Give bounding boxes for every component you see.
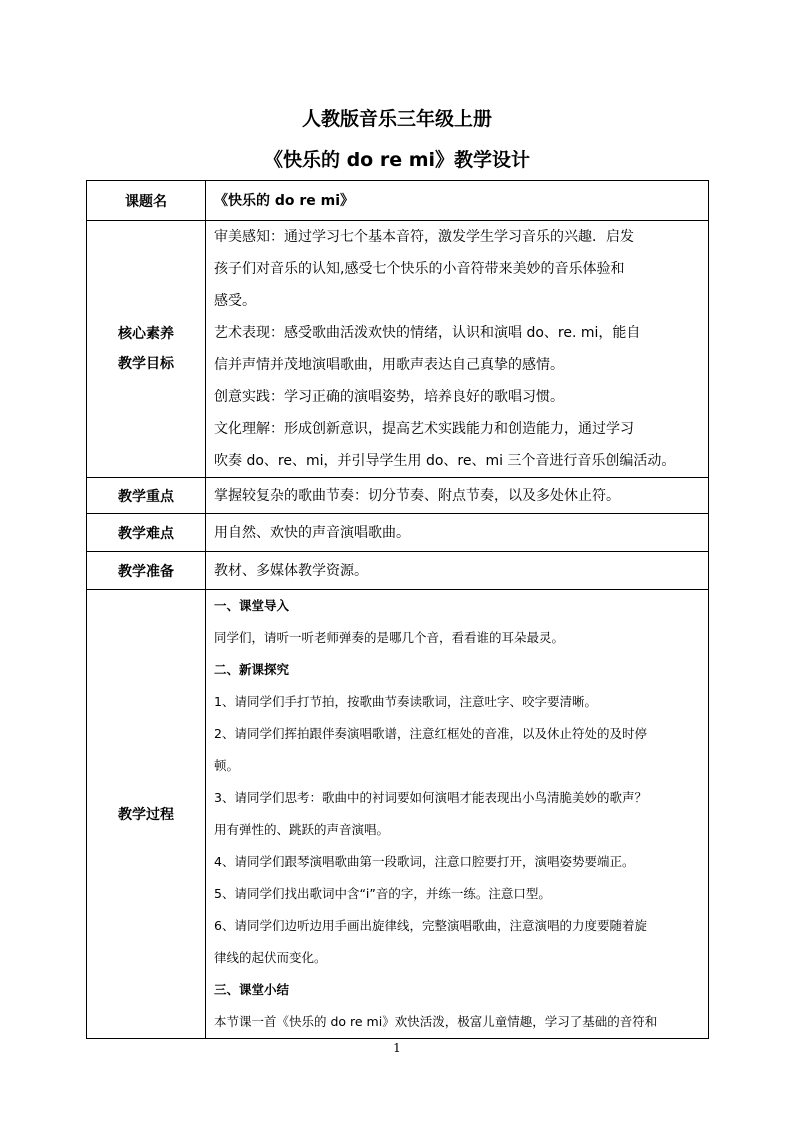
preparation-label: 教学准备 bbox=[87, 552, 206, 590]
process-section-heading: 一、课堂导入 bbox=[214, 598, 290, 613]
table-row-goals bbox=[87, 221, 709, 478]
process-line: 4、请同学们跟琴演唱歌曲第一段歌词，注意口腔要打开，演唱姿势要端正。 bbox=[214, 854, 635, 869]
goals-line: 创意实践：学习正确的演唱姿势，培养良好的歌唱习惯。 bbox=[214, 389, 564, 405]
page-number: 1 bbox=[393, 1041, 401, 1055]
process-line: 同学们，请听一听老师弹奏的是哪几个音，看看谁的耳朵最灵。 bbox=[214, 630, 565, 645]
process-line: 顿。 bbox=[214, 758, 240, 773]
process-section-heading: 三、课堂小结 bbox=[214, 982, 290, 997]
process-line: 律线的起伏而变化。 bbox=[214, 950, 327, 965]
goals-line: 孩子们对音乐的认知,感受七个快乐的小音符带来美妙的音乐体验和 bbox=[214, 261, 625, 277]
goals-label bbox=[87, 221, 206, 478]
preparation-value: 教材、多媒体教学资源。 bbox=[206, 552, 709, 590]
process-line: 1、请同学们手打节拍，按歌曲节奏读歌词，注意吐字、咬字要清晰。 bbox=[214, 694, 597, 709]
goals-line: 感受。 bbox=[214, 293, 256, 309]
table-row-process bbox=[87, 590, 709, 1039]
table-row-difficulties bbox=[87, 514, 709, 552]
document-title: 人教版音乐三年级上册 bbox=[301, 108, 492, 130]
process-line: 5、请同学们找出歌词中含“i”音的字，并练一练。注意口型。 bbox=[214, 886, 551, 901]
difficulties-label: 教学难点 bbox=[87, 514, 206, 552]
goals-label-line1: 核心素养 bbox=[118, 326, 174, 342]
process-line: 本节课一首《快乐的 do re mi》欢快活泼，极富儿童情趣，学习了基础的音符和 bbox=[214, 1014, 658, 1029]
process-section-heading: 二、新课探究 bbox=[214, 662, 290, 677]
table-row-preparation bbox=[87, 552, 709, 590]
topic-value: 《快乐的 do re mi》 bbox=[206, 181, 709, 221]
process-lines bbox=[214, 590, 702, 1038]
goals-line: 审美感知：通过学习七个基本音符，激发学生学习音乐的兴趣．启发 bbox=[214, 229, 634, 245]
table-row-key-points bbox=[87, 478, 709, 514]
lesson-plan-table bbox=[86, 180, 709, 1039]
process-line: 2、请同学们挥拍跟伴奏演唱歌谱，注意红框处的音准，以及休止符处的及时停 bbox=[214, 726, 647, 741]
goals-content bbox=[206, 221, 709, 478]
process-label: 教学过程 bbox=[87, 590, 206, 1039]
key-points-value: 掌握较复杂的歌曲节奏：切分节奏、附点节奏，以及多处休止符。 bbox=[206, 478, 709, 514]
goals-line: 艺术表现：感受歌曲活泼欢快的情绪，认识和演唱 do、re. mi，能自 bbox=[214, 325, 641, 341]
process-line: 用有弹性的、跳跃的声音演唱。 bbox=[214, 822, 390, 837]
key-points-label: 教学重点 bbox=[87, 478, 206, 514]
goals-line: 吹奏 do、re、mi，并引导学生用 do、re、mi 三个音进行音乐创编活动。 bbox=[214, 453, 676, 469]
table-row-topic bbox=[87, 181, 709, 221]
process-content bbox=[206, 590, 709, 1039]
process-line: 6、请同学们边听边用手画出旋律线，完整演唱歌曲，注意演唱的力度要随着旋 bbox=[214, 918, 647, 933]
goals-line: 信并声情并茂地演唱歌曲，用歌声表达自己真挚的感情。 bbox=[214, 357, 564, 373]
document-subtitle: 《快乐的 do re mi》教学设计 bbox=[263, 149, 531, 171]
difficulties-value: 用自然、欢快的声音演唱歌曲。 bbox=[206, 514, 709, 552]
topic-label: 课题名 bbox=[87, 181, 206, 221]
process-line: 3、请同学们思考：歌曲中的衬词要如何演唱才能表现出小鸟清脆美妙的歌声？ bbox=[214, 790, 647, 805]
goals-label-line2: 教学目标 bbox=[118, 356, 174, 372]
goals-line: 文化理解：形成创新意识，提高艺术实践能力和创造能力，通过学习 bbox=[214, 421, 634, 437]
